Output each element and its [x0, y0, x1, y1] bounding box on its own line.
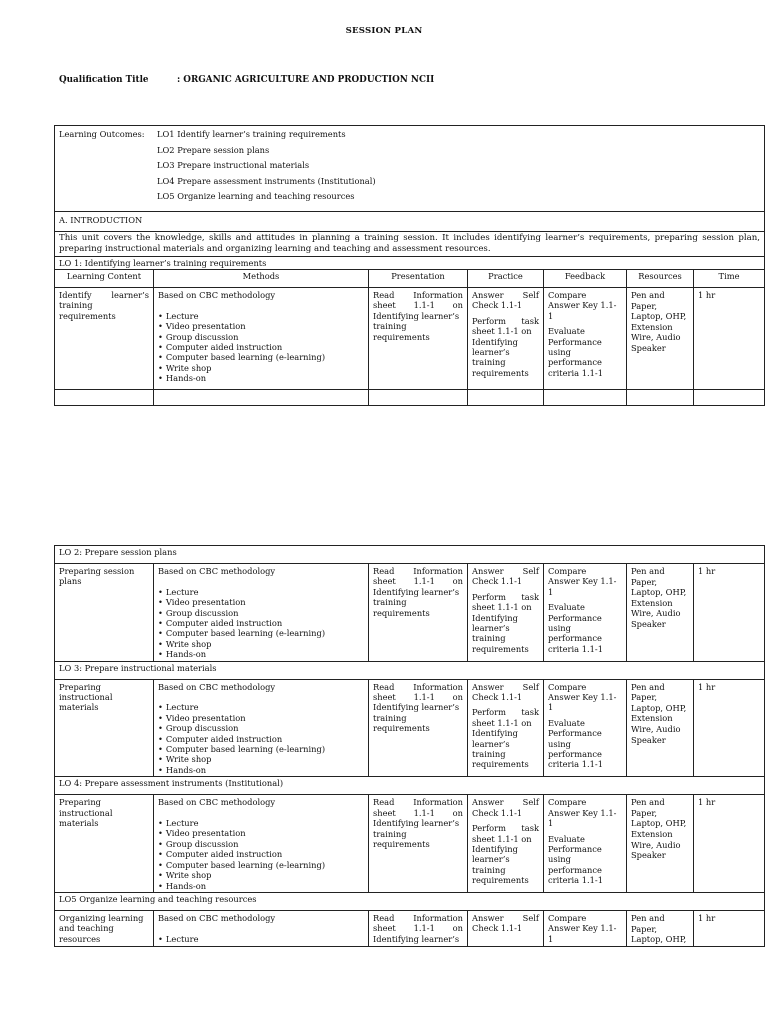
- lo1-heading: LO 1: Identifying learner’s training requirements: [55, 256, 765, 269]
- learning-outcomes-cell: [55, 126, 765, 212]
- empty-row: [55, 389, 765, 405]
- methods-cell: Based on CBC methodology • Lecture • Video presentation • Group discussion • Computer aided instruction • Computer based learning (e-learning) • Write shop • Hands-on: [154, 564, 369, 662]
- col-header-resources: Resources: [627, 269, 694, 287]
- lo5-heading-row: [55, 892, 765, 910]
- methods-cell: Based on CBC methodology • Lecture • Video presentation • Group discussion • Computer aided instruction • Computer based learning (e-learning) • Write shop • Hands-on: [154, 795, 369, 893]
- outcome-item: LO4 Prepare assessment instruments (Institutional): [157, 175, 376, 186]
- col-header-methods: Methods: [154, 269, 369, 287]
- lo3-content-row: [55, 679, 765, 777]
- col-header-practice: Practice: [468, 269, 544, 287]
- outcome-item: LO2 Prepare session plans: [157, 144, 270, 155]
- learning-content-cell: Organizing learning and teaching resources: [55, 910, 154, 946]
- methods-cell: Based on CBC methodology • Lecture • Video presentation • Group discussion • Computer aided instruction • Computer based learning (e-learning) • Write shop • Hands-on: [154, 679, 369, 777]
- session-plan-table-1: [54, 125, 765, 406]
- practice-cell: Answer Self Check 1.1-1 Perform task sheet 1.1-1 on Identifying learner’s training requirements: [468, 679, 544, 777]
- lo2-heading: LO 2: Prepare session plans: [55, 546, 765, 564]
- column-header-row: [55, 269, 765, 287]
- methods-list: • Lecture • Video presentation • Group discussion • Computer aided instruction • Computer based learning (e-learning) • Write shop • Hands-on: [158, 702, 364, 775]
- lo1-heading-row: [55, 256, 765, 269]
- resources-cell: Pen and Paper, Laptop, OHP, Extension Wire, Audio Speaker: [627, 795, 694, 893]
- lo2-content-row: [55, 564, 765, 662]
- presentation-cell: Read Information sheet 1.1-1 on Identifying learner’s training requirements: [369, 564, 468, 662]
- outcome-item: LO1 Identify learner’s training requirements: [157, 129, 346, 139]
- learning-outcomes-label: Learning Outcomes:: [59, 129, 145, 139]
- time-cell: 1 hr: [694, 795, 765, 893]
- page-title: SESSION PLAN: [345, 26, 423, 36]
- lo1-content-row: [55, 287, 765, 389]
- outcome-item: LO5 Organize learning and teaching resources: [157, 191, 355, 201]
- lo4-content-row: [55, 795, 765, 893]
- lo3-heading: LO 3: Prepare instructional materials: [55, 661, 765, 679]
- learning-content-cell: Preparing instructional materials: [55, 679, 154, 777]
- presentation-cell: Read Information sheet 1.1-1 on Identifying learner’s training requirements: [369, 679, 468, 777]
- col-header-presentation: Presentation: [369, 269, 468, 287]
- resources-cell: Pen and Paper, Laptop, OHP, Extension Wire, Audio Speaker: [627, 679, 694, 777]
- lo3-heading-row: [55, 661, 765, 679]
- methods-list: • Lecture • Video presentation • Group discussion • Computer aided instruction • Computer based learning (e-learning) • Write shop • Hands-on: [158, 311, 364, 384]
- lo5-heading: LO5 Organize learning and teaching resources: [55, 892, 765, 910]
- methods-list: • Lecture: [158, 934, 364, 944]
- feedback-cell: Compare Answer Key 1.1- 1: [544, 910, 627, 946]
- learning-content-cell: Preparing session plans: [55, 564, 154, 662]
- resources-cell: Pen and Paper, Laptop, OHP, Extension Wire, Audio Speaker: [627, 287, 694, 389]
- outcome-item: LO3 Prepare instructional materials: [157, 160, 310, 170]
- introduction-text-row: [55, 231, 765, 256]
- presentation-cell: Read Information sheet 1.1-1 on Identifying learner’s training requirements: [369, 287, 468, 389]
- lo4-heading-row: [55, 777, 765, 795]
- introduction-heading-row: [55, 211, 765, 231]
- methods-list: • Lecture • Video presentation • Group discussion • Computer aided instruction • Computer based learning (e-learning) • Write shop • Hands-on: [158, 587, 364, 660]
- feedback-cell: Compare Answer Key 1.1- 1 Evaluate Performance using performance criteria 1.1-1: [544, 795, 627, 893]
- lo4-heading: LO 4: Prepare assessment instruments (Institutional): [55, 777, 765, 795]
- practice-cell: Answer Self Check 1.1-1 Perform task sheet 1.1-1 on Identifying learner’s training requirements: [468, 287, 544, 389]
- resources-cell: Pen and Paper, Laptop, OHP, Extension Wire, Audio Speaker: [627, 564, 694, 662]
- resources-cell: Pen and Paper, Laptop, OHP,: [627, 910, 694, 946]
- lo5-content-row: [55, 910, 765, 946]
- learning-outcomes-row: [55, 126, 765, 212]
- practice-cell: Answer Self Check 1.1-1 Perform task sheet 1.1-1 on Identifying learner’s training requirements: [468, 795, 544, 893]
- practice-cell: Answer Self Check 1.1-1: [468, 910, 544, 946]
- feedback-cell: Compare Answer Key 1.1- 1 Evaluate Performance using performance criteria 1.1-1: [544, 564, 627, 662]
- time-cell: 1 hr: [694, 679, 765, 777]
- col-header-time: Time: [694, 269, 765, 287]
- methods-list: • Lecture • Video presentation • Group discussion • Computer aided instruction • Computer based learning (e-learning) • Write shop • Hands-on: [158, 818, 364, 891]
- qualification-title: [59, 75, 434, 85]
- feedback-cell: Compare Answer Key 1.1- 1 Evaluate Performance using performance criteria 1.1-1: [544, 679, 627, 777]
- col-header-feedback: Feedback: [544, 269, 627, 287]
- methods-cell: Based on CBC methodology • Lecture: [154, 910, 369, 946]
- col-header-learning-content: Learning Content: [55, 269, 154, 287]
- qualification-value: : ORGANIC AGRICULTURE AND PRODUCTION NCII: [177, 75, 435, 85]
- presentation-cell: Read Information sheet 1.1-1 on Identifying learner’s training requirements: [369, 795, 468, 893]
- session-plan-table-2: [54, 545, 765, 947]
- feedback-cell: Compare Answer Key 1.1- 1 Evaluate Performance using performance criteria 1.1-1: [544, 287, 627, 389]
- time-cell: 1 hr: [694, 564, 765, 662]
- practice-cell: Answer Self Check 1.1-1 Perform task sheet 1.1-1 on Identifying learner’s training requirements: [468, 564, 544, 662]
- introduction-heading: A. INTRODUCTION: [55, 211, 765, 231]
- learning-content-cell: Identify learner’s training requirements: [55, 287, 154, 389]
- qualification-label: Qualification Title: [59, 75, 149, 85]
- lo2-heading-row: [55, 546, 765, 564]
- time-cell: 1 hr: [694, 910, 765, 946]
- methods-cell: Based on CBC methodology • Lecture • Video presentation • Group discussion • Computer aided instruction • Computer based learning (e-learning) • Write shop • Hands-on: [154, 287, 369, 389]
- introduction-text: This unit covers the knowledge, skills and attitudes in planning a training session. It includes identifying learner’s requirements, preparing session plan, preparing instructional materials and organizing learning and teaching and assessment resources.: [55, 231, 765, 256]
- learning-content-cell: Preparing instructional materials: [55, 795, 154, 893]
- time-cell: 1 hr: [694, 287, 765, 389]
- presentation-cell: Read Information sheet 1.1-1 on Identifying learner’s: [369, 910, 468, 946]
